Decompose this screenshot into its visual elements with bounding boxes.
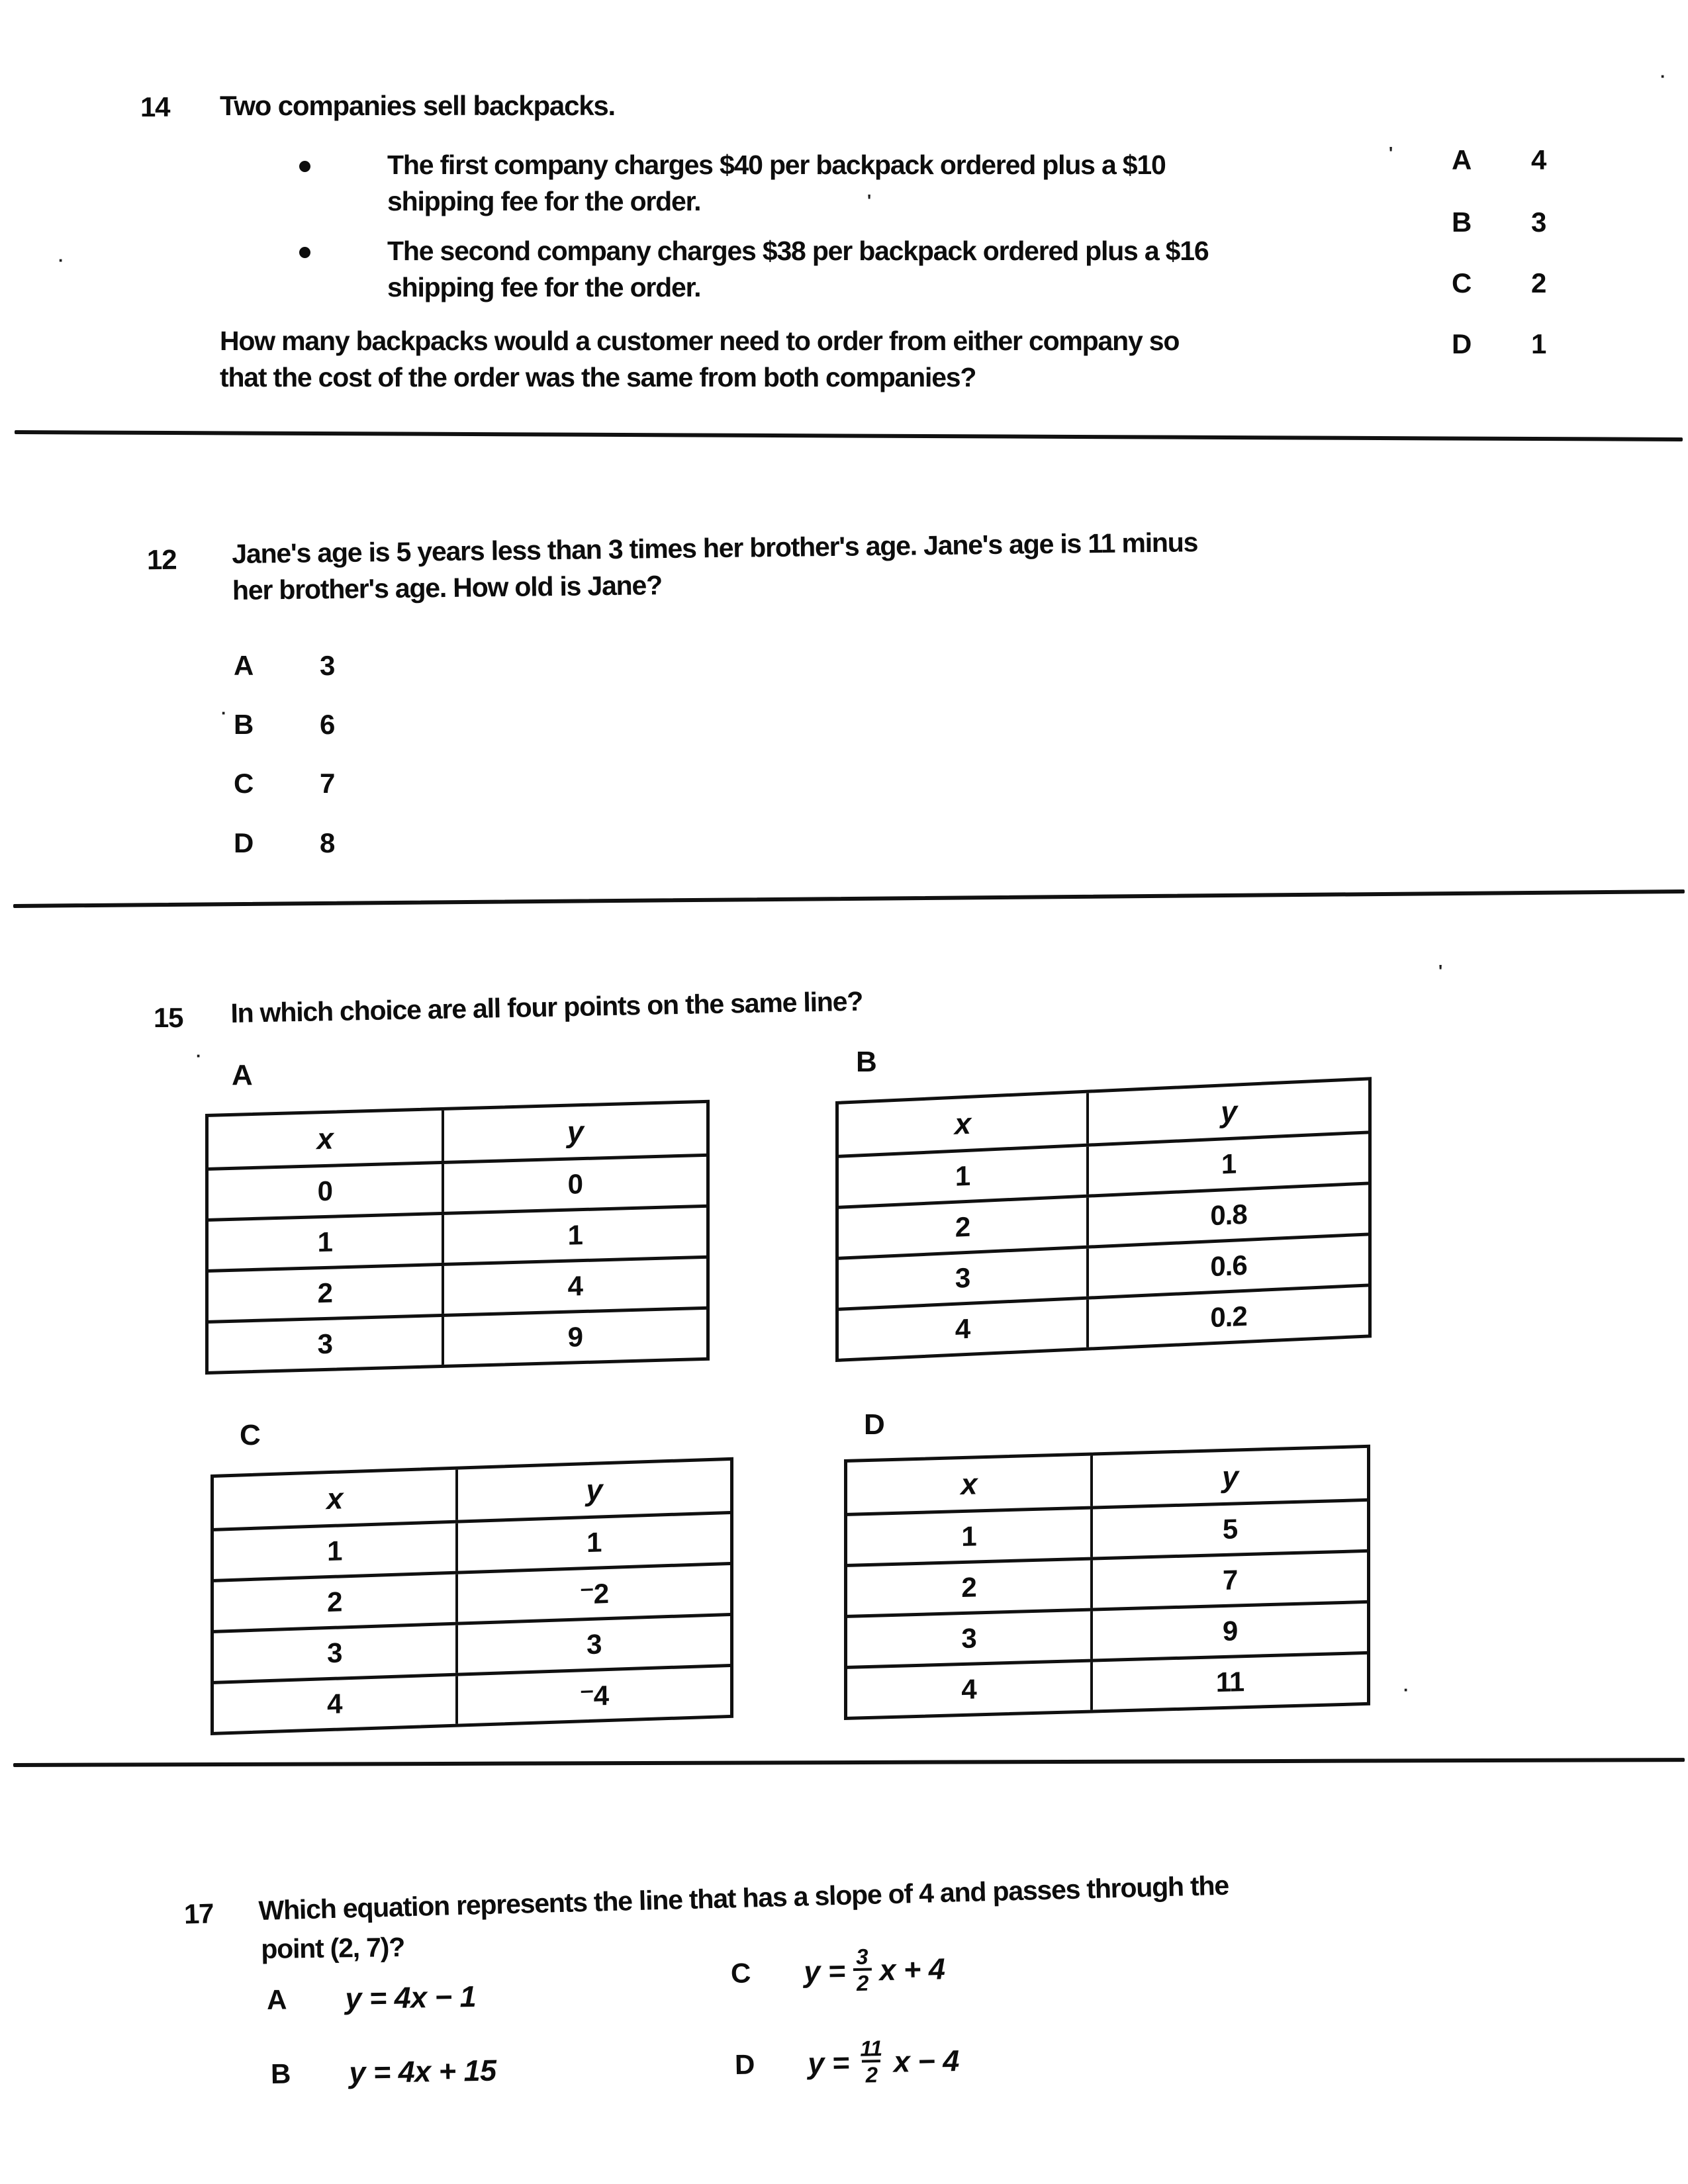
column-header-y: y	[1221, 1094, 1237, 1129]
table-cell: 4	[214, 1676, 458, 1732]
equation-suffix: x − 4	[893, 2044, 960, 2079]
column-header-y: y	[1222, 1459, 1239, 1494]
table-cell: 5	[1222, 1513, 1238, 1545]
equation-b: y = 4x + 15	[348, 2053, 496, 2090]
question-15-text: In which choice are all four points on the same line?	[230, 985, 863, 1028]
table-label-b: B	[856, 1046, 876, 1078]
table-cell: 2	[214, 1574, 458, 1630]
question-14-bullet-1	[387, 147, 1166, 220]
table-cell: 0.6	[1210, 1249, 1247, 1283]
choice-row-d	[734, 2036, 959, 2090]
table-cell: 0	[209, 1164, 444, 1218]
choice-letter-d: D	[1452, 328, 1472, 359]
choice-letter-b: B	[1452, 206, 1472, 238]
points-table-c	[211, 1457, 733, 1735]
equation-a: y = 4x − 1	[344, 1979, 477, 2016]
points-table-a	[205, 1100, 710, 1375]
question-line: that the cost of the order was the same from both companies?	[220, 362, 976, 392]
choice-letter-a: A	[234, 650, 254, 681]
table-cell: 4	[847, 1662, 1093, 1716]
choice-letter-b: B	[234, 709, 254, 740]
bullet-line: The first company charges $40 per backpack ordered plus a $10	[387, 150, 1166, 180]
scan-artifact: ·	[1660, 66, 1666, 86]
table-cell: 1	[847, 1509, 1093, 1563]
table-cell: ⁻4	[579, 1679, 609, 1712]
question-number-17: 17	[183, 1897, 214, 1930]
scan-artifact: '	[1438, 961, 1443, 981]
table-cell: 1	[1221, 1148, 1237, 1180]
table-cell: 2	[839, 1198, 1089, 1257]
column-header-x: x	[839, 1093, 1089, 1155]
question-line: Jane's age is 5 years less than 3 times her brother's age. Jane's age is 11 minus	[232, 527, 1198, 569]
table-cell: 1	[839, 1147, 1089, 1206]
choice-row-c	[730, 1944, 945, 1999]
table-cell: 3	[209, 1317, 444, 1371]
table-cell: 1	[214, 1524, 458, 1579]
table-label-c: C	[240, 1419, 260, 1451]
question-12-text	[232, 524, 1198, 609]
fraction	[853, 1946, 872, 1997]
column-header-y: y	[567, 1115, 583, 1149]
table-cell: 9	[567, 1321, 583, 1353]
fraction-denominator: 2	[862, 2060, 881, 2087]
choice-value-c: 7	[320, 768, 335, 799]
question-number-12: 12	[146, 543, 177, 576]
choice-value-a: 3	[320, 650, 335, 681]
question-17-line-2: point (2, 7)?	[261, 1931, 405, 1964]
table-cell: 3	[214, 1625, 458, 1681]
section-divider	[13, 889, 1685, 908]
table-cell: 0.2	[1210, 1300, 1247, 1334]
equation-suffix: x + 4	[878, 1952, 945, 1987]
scan-artifact: '	[1389, 143, 1393, 163]
bullet-line: The second company charges $38 per backpack ordered plus a $16	[387, 236, 1209, 266]
table-cell: 11	[1215, 1666, 1244, 1698]
table-label-a: A	[232, 1059, 252, 1091]
choice-letter-d: D	[734, 2048, 755, 2080]
question-line: How many backpacks would a customer need to order from either company so	[220, 326, 1180, 356]
bullet-icon	[299, 161, 310, 172]
column-header-x: x	[847, 1455, 1093, 1512]
fraction-numerator: 3	[855, 1944, 868, 1970]
fraction	[857, 2037, 886, 2088]
scan-artifact: ·	[1403, 1680, 1409, 1700]
column-header-x: x	[214, 1470, 458, 1528]
question-line: her brother's age. How old is Jane?	[232, 570, 663, 606]
table-cell: 7	[1222, 1564, 1238, 1596]
section-divider	[13, 1758, 1685, 1767]
table-cell: 3	[839, 1249, 1089, 1308]
table-cell: 1	[567, 1219, 583, 1251]
choice-letter-a: A	[266, 1983, 287, 2015]
points-table-d	[844, 1445, 1370, 1720]
scan-artifact: ·	[221, 703, 227, 723]
table-cell: 4	[839, 1300, 1089, 1359]
equation-prefix: y =	[807, 2045, 850, 2081]
fraction-denominator: 2	[853, 1968, 872, 1997]
choice-value-d: 1	[1531, 328, 1546, 359]
table-cell: 2	[209, 1266, 444, 1320]
bullet-icon	[299, 247, 310, 258]
table-cell: ⁻2	[579, 1577, 609, 1610]
question-14-text	[220, 323, 1179, 396]
bullet-line: shipping fee for the order.	[387, 272, 701, 302]
equation-d	[808, 2036, 960, 2089]
points-table-b	[835, 1077, 1372, 1362]
choice-row-b	[271, 2054, 496, 2091]
choice-letter-b: B	[270, 2058, 291, 2089]
table-cell: 1	[209, 1215, 444, 1269]
choice-row-a	[267, 1979, 477, 2017]
section-divider	[15, 430, 1683, 441]
table-cell: 3	[847, 1611, 1093, 1665]
table-cell: 0	[567, 1168, 583, 1200]
choice-value-b: 6	[320, 709, 335, 740]
choice-value-b: 3	[1531, 206, 1546, 238]
question-14-title: Two companies sell backpacks.	[220, 90, 616, 121]
scan-artifact: '	[867, 191, 872, 210]
table-cell: 0.8	[1210, 1198, 1247, 1232]
question-number-15: 15	[154, 1002, 183, 1033]
question-17-line-1: Which equation represents the line that has a slope of 4 and passes through the	[258, 1870, 1229, 1926]
table-cell: 9	[1222, 1615, 1238, 1647]
table-cell: 4	[567, 1270, 583, 1302]
table-cell: 1	[586, 1526, 602, 1559]
question-14-bullet-2	[387, 233, 1208, 306]
question-number-14: 14	[140, 91, 170, 122]
scan-artifact: ·	[58, 250, 64, 270]
table-cell: 2	[847, 1560, 1093, 1614]
choice-value-d: 8	[320, 827, 335, 858]
scan-artifact: ·	[196, 1046, 202, 1066]
choice-letter-a: A	[1452, 144, 1472, 175]
choice-letter-c: C	[234, 768, 254, 799]
equation-prefix: y =	[803, 1954, 846, 1989]
column-header-y: y	[586, 1473, 602, 1508]
choice-letter-c: C	[730, 1957, 751, 1989]
choice-letter-c: C	[1452, 267, 1472, 298]
equation-c	[804, 1944, 946, 1997]
choice-value-c: 2	[1531, 267, 1546, 298]
table-cell: 3	[586, 1628, 602, 1661]
column-header-x: x	[209, 1111, 444, 1167]
bullet-line: shipping fee for the order.	[387, 186, 701, 216]
table-label-d: D	[864, 1408, 884, 1441]
fraction-numerator: 11	[859, 2036, 882, 2061]
choice-letter-d: D	[234, 827, 254, 858]
choice-value-a: 4	[1531, 144, 1546, 175]
